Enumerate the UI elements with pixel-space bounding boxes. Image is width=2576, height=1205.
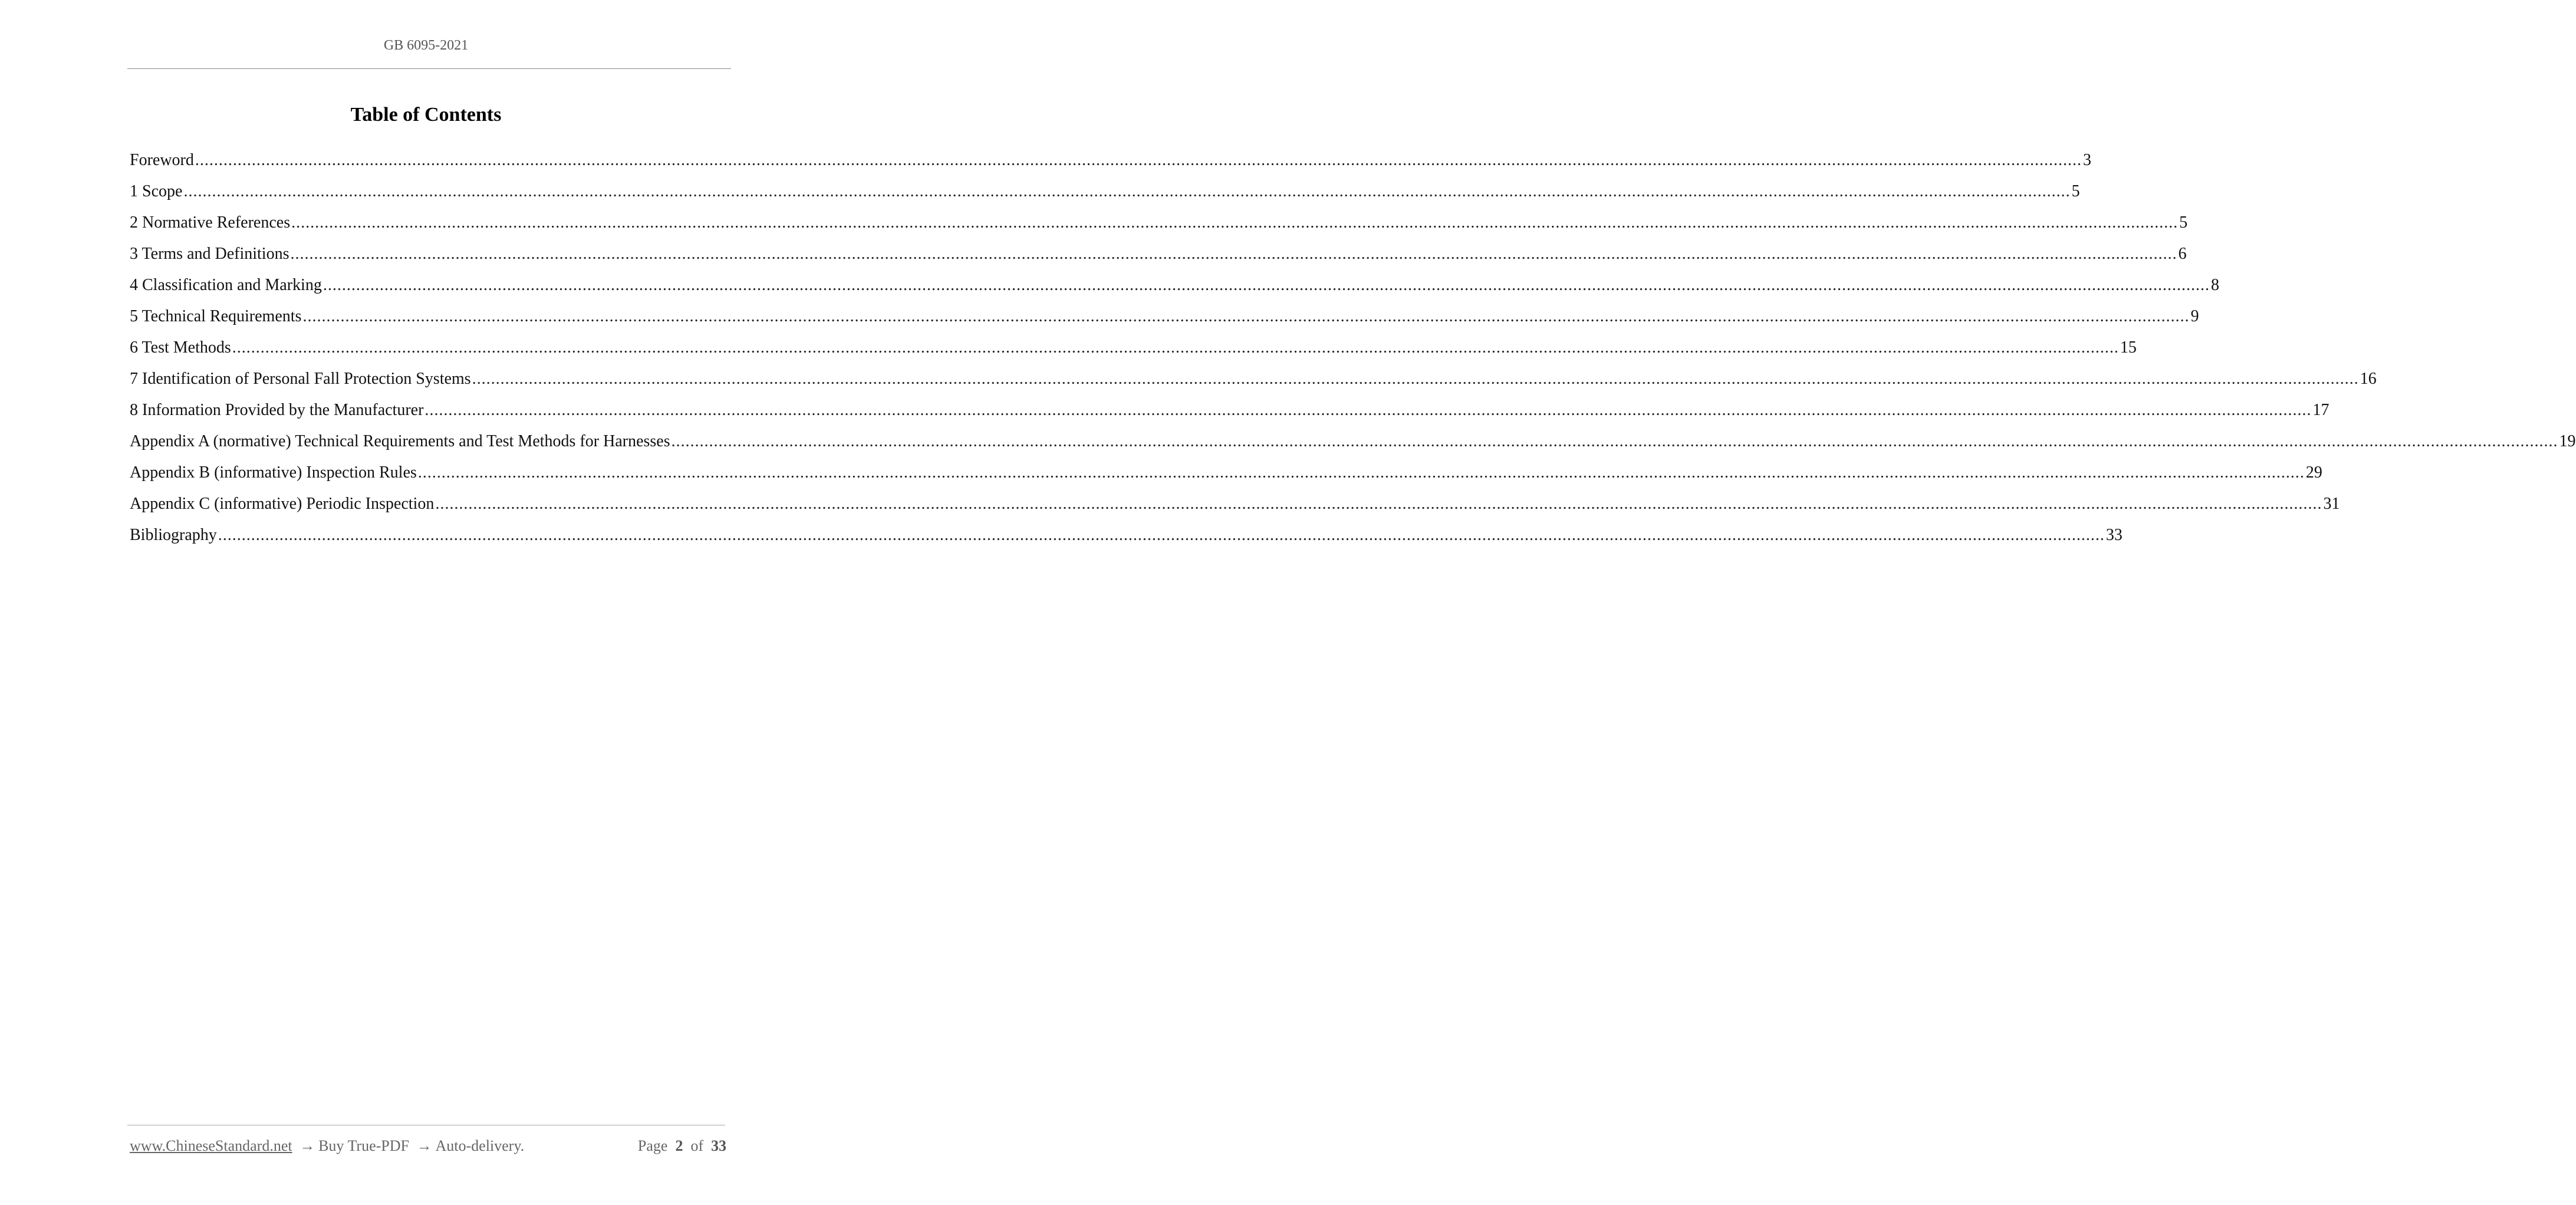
toc-dot-leader: ................................................................................................................................................................................................................................................................................................................................................................................................................ bbox=[671, 432, 2558, 450]
toc-entry[interactable] bbox=[130, 462, 2322, 493]
toc-dot-leader: ................................................................................................................................................................................................................................................................................................................................................................................................................ bbox=[425, 401, 2312, 419]
page-indicator bbox=[638, 1137, 726, 1155]
toc-entry[interactable] bbox=[130, 306, 2199, 337]
toc-dot-leader: ................................................................................................................................................................................................................................................................................................................................................................................................................ bbox=[218, 526, 2105, 544]
buy-text: Buy True-PDF bbox=[318, 1137, 409, 1154]
toc-dot-leader: ................................................................................................................................................................................................................................................................................................................................................................................................................ bbox=[195, 151, 2082, 169]
toc-dot-leader: ................................................................................................................................................................................................................................................................................................................................................................................................................ bbox=[290, 245, 2177, 263]
toc-dot-leader: ................................................................................................................................................................................................................................................................................................................................................................................................................ bbox=[302, 307, 2190, 325]
toc-dot-leader: ................................................................................................................................................................................................................................................................................................................................................................................................................ bbox=[472, 370, 2359, 388]
website-link[interactable]: www.ChineseStandard.net bbox=[130, 1137, 292, 1154]
toc-entry-page: 9 bbox=[2190, 307, 2199, 325]
toc-dot-leader: ................................................................................................................................................................................................................................................................................................................................................................................................................ bbox=[435, 495, 2322, 513]
toc-entry-page: 3 bbox=[2082, 151, 2091, 169]
toc-entry-page: 6 bbox=[2178, 245, 2187, 263]
toc-entry-label: Foreword bbox=[130, 151, 194, 169]
total-pages-number: 33 bbox=[711, 1137, 726, 1154]
toc-entry[interactable] bbox=[130, 431, 2576, 462]
toc-entry-page: 19 bbox=[2559, 432, 2576, 450]
toc-entry-label: 1 Scope bbox=[130, 182, 183, 200]
toc-entry-page: 31 bbox=[2323, 495, 2340, 513]
of-word: of bbox=[690, 1137, 703, 1154]
toc-entry-page: 15 bbox=[2120, 338, 2137, 357]
toc-entry-page: 33 bbox=[2105, 526, 2123, 544]
toc-entry[interactable] bbox=[130, 337, 2137, 368]
toc-entry[interactable] bbox=[130, 400, 2330, 431]
delivery-text: Auto-delivery. bbox=[435, 1137, 525, 1154]
toc-dot-leader: ................................................................................................................................................................................................................................................................................................................................................................................................................ bbox=[323, 276, 2210, 294]
toc-entry[interactable] bbox=[130, 368, 2377, 400]
page-footer bbox=[130, 1137, 726, 1155]
toc-entry[interactable] bbox=[130, 243, 2187, 275]
toc-entry-label: 6 Test Methods bbox=[130, 338, 231, 357]
toc-dot-leader: ................................................................................................................................................................................................................................................................................................................................................................................................................ bbox=[291, 213, 2179, 232]
toc-entry[interactable] bbox=[130, 525, 2123, 556]
arrow-right-icon: → bbox=[416, 1137, 432, 1154]
current-page-number: 2 bbox=[675, 1137, 683, 1154]
toc-entry[interactable] bbox=[130, 493, 2340, 525]
toc-entry-label: Appendix B (informative) Inspection Rules bbox=[130, 463, 417, 482]
toc-entry-page: 5 bbox=[2071, 182, 2080, 200]
toc-title: Table of Contents bbox=[350, 104, 502, 126]
toc-entry-label: Bibliography bbox=[130, 526, 217, 544]
toc-entry-page: 8 bbox=[2210, 276, 2219, 294]
page-header: GB 6095-2021 bbox=[383, 38, 469, 53]
toc-entry-label: 5 Technical Requirements bbox=[130, 307, 302, 325]
toc-dot-leader: ................................................................................................................................................................................................................................................................................................................................................................................................................ bbox=[183, 182, 2071, 200]
header-divider bbox=[127, 68, 731, 69]
toc-dot-leader: ................................................................................................................................................................................................................................................................................................................................................................................................................ bbox=[232, 338, 2119, 357]
toc-dot-leader: ................................................................................................................................................................................................................................................................................................................................................................................................................ bbox=[417, 463, 2305, 482]
arrow-right-icon: → bbox=[300, 1137, 315, 1154]
toc-entry-label: Appendix C (informative) Periodic Inspection bbox=[130, 495, 435, 513]
toc-entry[interactable] bbox=[130, 150, 2091, 181]
toc-entry-label: 4 Classification and Marking bbox=[130, 276, 322, 294]
page-word: Page bbox=[637, 1137, 668, 1154]
toc-entry[interactable] bbox=[130, 275, 2219, 306]
toc-entry-page: 16 bbox=[2360, 370, 2377, 388]
toc-entry[interactable] bbox=[130, 212, 2188, 243]
toc-entry-label: Appendix A (normative) Technical Requirements and Test Methods for Harnesses bbox=[130, 432, 670, 450]
toc-entry-label: 3 Terms and Definitions bbox=[130, 245, 289, 263]
toc-entry-page: 5 bbox=[2179, 213, 2188, 232]
toc-entry[interactable] bbox=[130, 181, 2080, 212]
toc-entry-page: 29 bbox=[2305, 463, 2322, 482]
toc-entry-label: 7 Identification of Personal Fall Protection Systems bbox=[130, 370, 471, 388]
footer-promo bbox=[130, 1137, 524, 1155]
toc-entry-label: 2 Normative References bbox=[130, 213, 291, 232]
table-of-contents bbox=[130, 150, 2576, 556]
toc-entry-page: 17 bbox=[2312, 401, 2330, 419]
toc-entry-label: 8 Information Provided by the Manufacturer bbox=[130, 401, 424, 419]
